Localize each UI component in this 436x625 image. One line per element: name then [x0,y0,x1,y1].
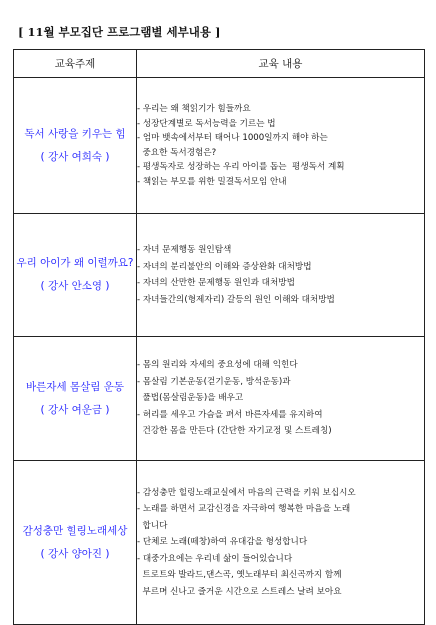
table-row [14,214,425,337]
list-item: 건강한 몸을 만든다 (간단한 자기교정 및 스트레칭) [137,426,332,437]
list-item: - 성장단계별로 독서능력을 기르는 법 [137,118,276,129]
topic-cell [14,78,137,214]
list-item: - 몸의 원리와 자세의 중요성에 대해 익힌다 [137,360,298,371]
content-list [137,485,424,601]
list-item: - 평생독자로 성장하는 우리 아이를 돕는 평생독서 계획 [137,162,345,172]
list-item: - 책읽는 부모를 위한 밀결독서모임 안내 [137,176,287,187]
content-cell [137,78,425,214]
table-row [14,78,425,214]
content-list [137,102,424,189]
document-title: [ 11월 부모집단 프로그램별 세부내용 ] [18,25,221,39]
list-item: - 단체로 노래(떼창)하여 유대감을 형성합니다 [137,537,308,548]
topic-lecturer: ( 강사 안소영 ) [40,280,110,292]
content-cell [137,461,425,625]
list-item: - 허리를 세우고 가슴을 펴서 바른자세를 유지하여 [137,409,323,420]
program-schedule-table [13,49,425,625]
list-item: 풀법(몸살림운동)을 배우고 [137,393,244,404]
list-item: - 엄마 뱃속에서부터 태어나 1000일까지 해야 하는 [137,133,328,143]
list-item: - 자녀의 산만한 문제행동 원인과 대처방법 [137,278,295,288]
content-cell [137,337,425,461]
topic-cell [14,214,137,337]
list-item: 부르며 신나고 즐거운 시간으로 스트레스 날려 보아요 [137,586,342,597]
list-item: 합니다 [137,520,168,531]
table-row [14,337,425,461]
list-item: - 노래를 하면서 교감신경을 자극하여 행복한 마음을 노래 [137,504,351,515]
list-item: - 몸살림 기본운동(걷기운동, 방석운동)과 [137,376,291,387]
list-item: - 감성충만 힐링노래교실에서 마음의 근력을 키워 보십시오 [137,487,356,498]
list-item: - 자녀 문제행동 원인탐색 [137,245,232,255]
list-item: - 우리는 왜 책읽기가 힘들까요 [137,104,251,114]
topic-title: 독서 사랑을 키우는 힘 [24,127,126,140]
topic-cell [14,337,137,461]
list-item: 트로트와 발라드,댄스곡, 옛노래부터 최신곡까지 함께 [137,570,342,581]
list-item: - 자녀들간의(형제자리) 갈등의 원인 이해와 대처방법 [137,294,335,305]
topic-lecturer: ( 강사 여운금 ) [40,403,110,416]
topic-title: 감성충만 힐링노래세상 [22,524,128,537]
table-row [14,461,425,625]
content-cell [137,214,425,337]
header-content: 교육 내용 [137,50,425,78]
topic-title: 바른자세 몸살림 운동 [26,380,124,393]
topic-lecturer: ( 강사 양아진 ) [40,547,110,560]
topic-cell [14,461,137,625]
list-item: - 대중가요에는 우리네 삶이 들어있습니다 [137,553,293,564]
topic-title: 우리 아이가 왜 이럴까요? [16,257,134,269]
table-header-row [14,50,425,78]
content-list [137,357,424,440]
header-topic: 교육주제 [14,50,137,78]
content-list [137,242,424,308]
topic-lecturer: ( 강사 여희숙 ) [40,150,110,163]
list-item: 중요한 독서경험은? [137,147,217,158]
list-item: - 자녀의 분리불안의 이해와 증상완화 대처방법 [137,261,312,272]
